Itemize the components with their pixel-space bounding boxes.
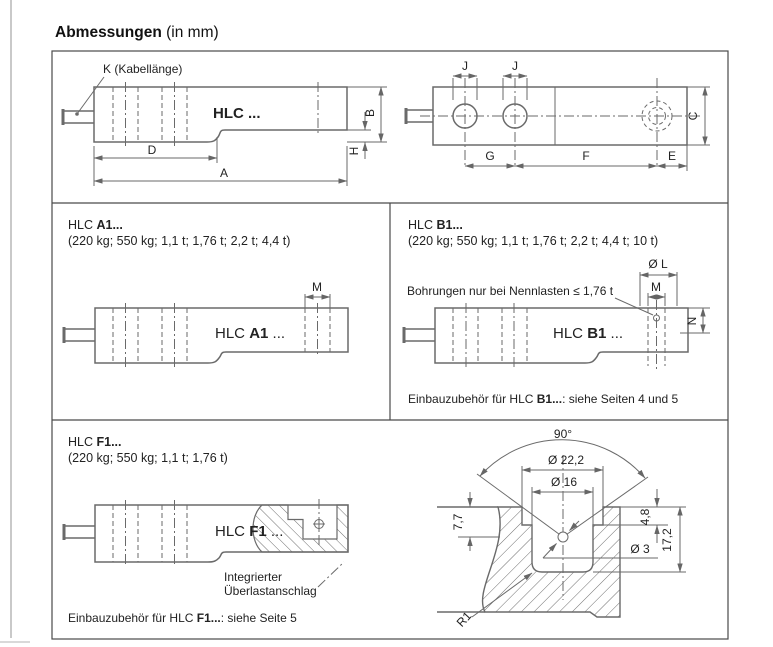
f1-footer <box>68 611 297 625</box>
dim-a: A <box>219 166 229 180</box>
f1-footer-bold: F1... <box>196 611 221 625</box>
overview-side-view <box>63 62 387 186</box>
b1-cable <box>404 329 435 341</box>
dim-e: E <box>667 149 677 163</box>
b1-label-suffix: ... <box>606 325 624 342</box>
detail-depth-total: 17,2 <box>660 528 674 552</box>
detail-depth-center: 7,7 <box>451 513 465 531</box>
f1-cable <box>64 526 95 538</box>
a1-capacities: (220 kg; 550 kg; 1,1 t; 1,76 t; 2,2 t; 4,4 t) <box>68 234 291 248</box>
b1-footer-bold: B1... <box>536 392 563 406</box>
b1-dim-n: N <box>685 316 699 326</box>
f1-overload-label-2: Überlastanschlag <box>224 584 317 598</box>
f1-overload-label-1: Integrierter <box>224 570 283 584</box>
a1-cable <box>64 329 95 341</box>
detail-angle: 90° <box>553 427 573 441</box>
cable-length-label: K (Kabellänge) <box>103 62 183 76</box>
overview-top-view <box>406 59 710 171</box>
a1-heading-bold: A1... <box>96 218 123 232</box>
detail-dia-hole: Ø 3 <box>630 542 650 556</box>
hole-hidden-lines <box>113 87 187 142</box>
detail-dia-outer: Ø 22,2 <box>547 453 585 467</box>
b1-product-label <box>553 325 623 342</box>
dim-b: B <box>363 108 377 118</box>
dim-f: F <box>582 149 590 163</box>
b1-note-leader <box>615 298 653 315</box>
section-hlc-f1 <box>64 435 348 625</box>
b1-capacities: (220 kg; 550 kg; 1,1 t; 1,76 t; 2,2 t; 4,4 t; 10 t) <box>408 234 659 248</box>
centerlines-top <box>420 78 700 168</box>
a1-heading <box>68 218 123 232</box>
product-label-overview: HLC ... <box>213 105 261 122</box>
page-title-main: Abmessungen <box>55 24 162 41</box>
cable-callout <box>75 77 104 116</box>
dim-d: D <box>147 143 157 157</box>
b1-heading-bold: B1... <box>436 218 463 232</box>
b1-dim-m: M <box>651 280 661 294</box>
dim-c: C <box>686 111 700 121</box>
a1-heading-prefix: HLC <box>68 218 97 232</box>
page-title-suffix: (in mm) <box>161 24 219 41</box>
f1-footer-prefix: Einbauzubehör für HLC <box>68 611 197 625</box>
f1-footer-suffix: : siehe Seite 5 <box>220 611 297 625</box>
b1-note: Bohrungen nur bei Nennlasten ≤ 1,76 t <box>407 284 614 298</box>
a1-label-bold: A1 <box>249 325 269 342</box>
f1-heading <box>68 435 122 449</box>
dim-g: G <box>485 149 495 163</box>
f1-overload-leader <box>318 562 344 587</box>
f1-heading-bold: F1... <box>96 435 122 449</box>
section-hlc-b1 <box>404 218 710 406</box>
section-frames <box>52 51 728 639</box>
f1-detail-section <box>437 427 686 630</box>
b1-footer-prefix: Einbauzubehör für HLC <box>408 392 537 406</box>
f1-label-bold: F1 <box>249 523 267 540</box>
f1-capacities: (220 kg; 550 kg; 1,1 t; 1,76 t) <box>68 451 228 465</box>
detail-cross-section <box>483 507 620 617</box>
a1-label-prefix: HLC <box>215 325 250 342</box>
b1-heading <box>408 218 463 232</box>
b1-dim-l: Ø L <box>648 257 668 271</box>
f1-label-prefix: HLC <box>215 523 250 540</box>
b1-footer <box>408 392 679 406</box>
section-hlc-a1 <box>64 218 348 368</box>
b1-label-bold: B1 <box>587 325 607 342</box>
a1-product-label <box>215 325 285 342</box>
dim-j1: J <box>462 59 468 73</box>
b1-label-prefix: HLC <box>553 325 588 342</box>
f1-hidden-lines <box>113 505 187 562</box>
center-hole <box>558 532 568 542</box>
detail-depth-counterbore: 4,8 <box>638 508 652 526</box>
cable <box>63 111 94 123</box>
a1-dim-m: M <box>312 280 322 294</box>
dim-h: H <box>347 146 361 156</box>
dim-j2: J <box>512 59 518 73</box>
a1-label-suffix: ... <box>268 325 286 342</box>
f1-heading-prefix: HLC <box>68 435 97 449</box>
b1-heading-prefix: HLC <box>408 218 437 232</box>
f1-stop-screw-cross <box>313 518 325 530</box>
f1-label-suffix: ... <box>266 523 284 540</box>
detail-radius: R1 <box>453 608 475 630</box>
detail-dia-inner: Ø 16 <box>550 475 578 489</box>
f1-product-label <box>215 523 283 540</box>
b1-footer-suffix: : siehe Seiten 4 und 5 <box>562 392 679 406</box>
